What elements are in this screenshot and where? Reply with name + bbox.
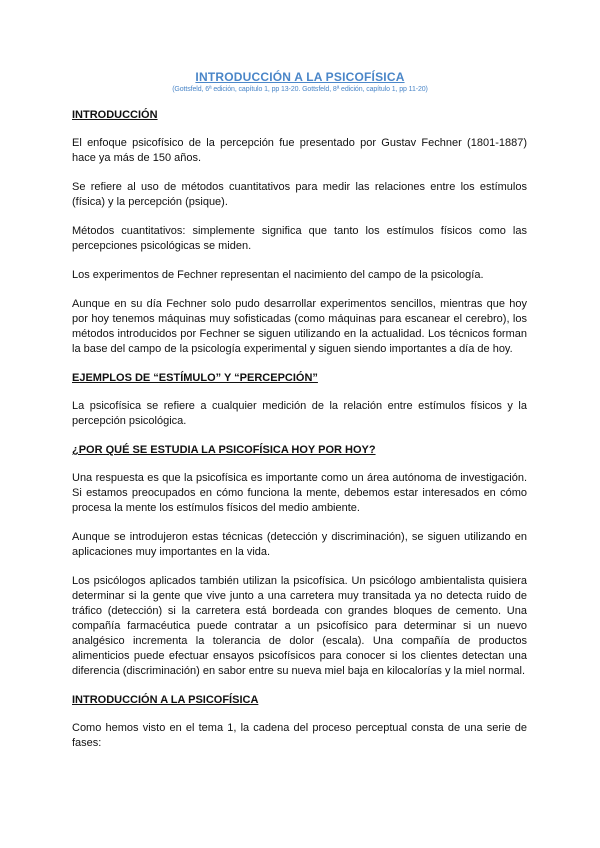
paragraph: Los experimentos de Fechner representan el nacimiento del campo de la psicología.: [72, 269, 484, 281]
paragraph: El enfoque psicofísico de la percepción fue presentado por Gustav Fechner (1801-1887) hace ya más de 150 años.: [72, 137, 527, 164]
section-heading-introduccion-psicofisica: INTRODUCCIÓN A LA PSICOFÍSICA: [72, 694, 259, 706]
paragraph: La psicofísica se refiere a cualquier medición de la relación entre estímulos físicos y la percepción psicológica.: [72, 400, 527, 427]
paragraph: Aunque se introdujeron estas técnicas (detección y discriminación), se siguen utilizando en aplicaciones muy importantes en la vida.: [72, 531, 527, 558]
paragraph: Se refiere al uso de métodos cuantitativos para medir las relaciones entre los estímulos (física) y la percepción (psique).: [72, 181, 527, 208]
paragraph: Como hemos visto en el tema 1, la cadena del proceso perceptual consta de una serie de fases:: [72, 722, 527, 749]
section-heading-porque: ¿POR QUÉ SE ESTUDIA LA PSICOFÍSICA HOY POR HOY?: [72, 444, 376, 456]
document-subtitle: (Gottsfeld, 6ª edición, capítulo 1, pp 13-20. Gottsfeld, 8ª edición, capítulo 1, pp 11-20): [172, 86, 428, 93]
paragraph: Aunque en su día Fechner solo pudo desarrollar experimentos sencillos, mientras que hoy por hoy tenemos máquinas muy sofisticadas (como máquinas para escanear el cerebro), los métodos introducidos por Fechner se siguen utilizando en la actualidad. Los técnicos forman la base del campo de la psicología experimental y siguen siendo importantes a día de hoy.: [72, 298, 527, 355]
paragraph: Una respuesta es que la psicofísica es importante como un área autónoma de investigación. Si estamos preocupados en cómo funciona la mente, debemos estar interesados en cómo procesa la mente los estímulos físicos del medio ambiente.: [72, 472, 527, 514]
section-heading-introduccion: INTRODUCCIÓN: [72, 109, 158, 121]
document-body: [72, 108, 527, 751]
document-title: INTRODUCCIÓN A LA PSICOFÍSICA: [195, 70, 405, 84]
paragraph: Los psicólogos aplicados también utilizan la psicofísica. Un psicólogo ambientalista quisiera determinar si la gente que vive junto a una carretera muy transitada ya no detecta ruido de tráfico (detección) si la carretera está bordeada con grandes bloques de cemento. Una compañía farmacéutica puede contratar a un psicofísico para determinar si un nuevo analgésico incrementa la tolerancia de dolor (escala). Una compañía de productos alimenticios puede efectuar ensayos psicofísicos para conocer si los clientes detectan una diferencia (discriminación) en sabor entre su nueva miel baja en kilocalorías y la miel normal.: [72, 575, 527, 677]
paragraph: Métodos cuantitativos: simplemente significa que tanto los estímulos físicos como las percepciones psicológicas se miden.: [72, 225, 527, 252]
section-heading-ejemplos: EJEMPLOS DE “ESTÍMULO” Y “PERCEPCIÓN”: [72, 372, 318, 384]
